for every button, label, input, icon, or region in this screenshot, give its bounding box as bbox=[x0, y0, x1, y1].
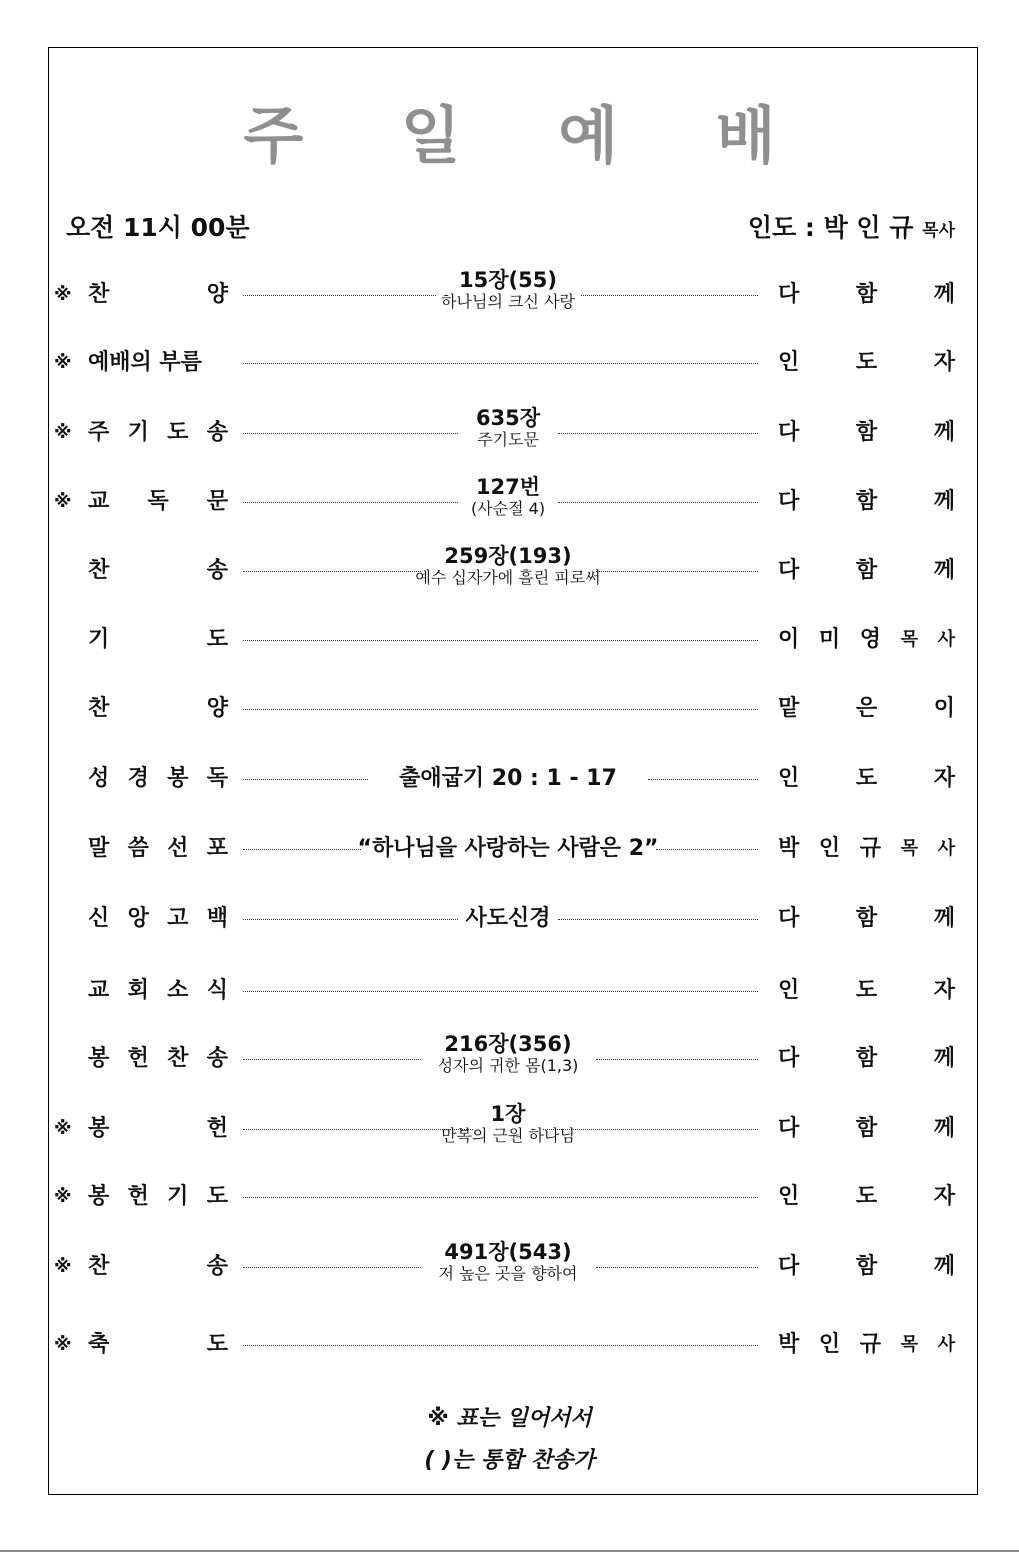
item-subtitle: 예수 십자가에 흘린 피로써 bbox=[415, 568, 601, 587]
leader-char: 사 bbox=[937, 629, 955, 650]
worship-item-label bbox=[88, 625, 228, 655]
worship-item-leader bbox=[778, 834, 955, 864]
leader-char: 함 bbox=[855, 906, 878, 931]
dotted-leader bbox=[243, 1345, 758, 1346]
label-char: 소 bbox=[167, 978, 189, 1003]
worship-item-detail bbox=[330, 544, 686, 588]
worship-row bbox=[0, 1168, 1019, 1228]
label-char: 헌 bbox=[127, 1184, 149, 1209]
leader-char: 함 bbox=[855, 1046, 878, 1071]
label-char: 헌 bbox=[127, 1046, 149, 1071]
footer-standing-note: ※ 표는 일어서서 bbox=[427, 1406, 592, 1431]
label-char: 봉 bbox=[88, 1116, 110, 1141]
leader-char: 인 bbox=[818, 1332, 841, 1357]
leader-char: 께 bbox=[933, 1046, 955, 1071]
leader-char: 목 bbox=[900, 629, 918, 650]
item-subtitle: 주기도문 bbox=[477, 430, 539, 449]
leader-char: 함 bbox=[855, 489, 878, 514]
worship-row bbox=[0, 962, 1019, 1022]
standing-mark: ※ bbox=[54, 1186, 72, 1207]
label-char: 교 bbox=[88, 978, 110, 1003]
label-char: 선 bbox=[167, 836, 189, 861]
worship-row bbox=[0, 611, 1019, 671]
standing-mark: ※ bbox=[54, 1118, 72, 1139]
worship-item-label bbox=[88, 904, 228, 934]
item-title: 1장 bbox=[490, 1102, 526, 1126]
worship-item-label bbox=[88, 348, 228, 378]
leader-char: 다 bbox=[778, 1254, 800, 1279]
leader-char: 께 bbox=[933, 282, 955, 307]
leader-char: 도 bbox=[855, 1184, 878, 1209]
worship-item-detail bbox=[330, 1240, 686, 1284]
worship-row bbox=[0, 750, 1019, 810]
worship-item-leader bbox=[778, 625, 955, 655]
label-char: 송 bbox=[206, 1046, 228, 1071]
label-char: 송 bbox=[206, 558, 228, 583]
leader-char: 목 bbox=[900, 838, 918, 859]
worship-item-leader bbox=[778, 487, 955, 517]
leader-char: 사 bbox=[937, 838, 955, 859]
worship-item-leader bbox=[778, 976, 955, 1006]
leader-char: 이 bbox=[933, 696, 955, 721]
worship-item-label bbox=[88, 487, 228, 517]
leader-role: 목사 bbox=[922, 221, 955, 241]
label-char: 기 bbox=[167, 1184, 189, 1209]
label-char: 앙 bbox=[127, 906, 149, 931]
label-char: 회 bbox=[127, 978, 149, 1003]
dotted-leader bbox=[243, 363, 758, 364]
leader-char: 자 bbox=[933, 1184, 955, 1209]
label-char: 찬 bbox=[88, 696, 110, 721]
label-char: 찬 bbox=[88, 282, 110, 307]
worship-item-leader bbox=[778, 418, 955, 448]
worship-item-label bbox=[88, 1252, 228, 1282]
item-title: 216장(356) bbox=[444, 1032, 572, 1056]
label-char: 양 bbox=[206, 282, 228, 307]
standing-mark: ※ bbox=[54, 284, 72, 305]
label-char: 독 bbox=[206, 766, 228, 791]
worship-row bbox=[0, 1100, 1019, 1160]
item-title: 사도신경 bbox=[465, 906, 551, 931]
item-title: “하나님을 사랑하는 사람은 2” bbox=[357, 836, 659, 861]
item-title: 635장 bbox=[475, 406, 541, 430]
item-title: 출애굽기 20 : 1 - 17 bbox=[399, 766, 617, 791]
worship-item-leader bbox=[778, 1044, 955, 1074]
label-char: 백 bbox=[206, 906, 228, 931]
label-char: 송 bbox=[206, 1254, 228, 1279]
worship-item-leader bbox=[778, 348, 955, 378]
leader-char: 목 bbox=[900, 1334, 918, 1355]
worship-row bbox=[0, 680, 1019, 740]
dotted-leader bbox=[243, 640, 758, 641]
worship-item-leader bbox=[778, 904, 955, 934]
label-char: 도 bbox=[167, 420, 189, 445]
worship-item-label bbox=[88, 1182, 228, 1212]
leader-char: 인 bbox=[778, 978, 800, 1003]
leader-char: 미 bbox=[818, 627, 841, 652]
label-char: 주 bbox=[88, 420, 110, 445]
label-char: 독 bbox=[147, 489, 169, 514]
worship-item-detail bbox=[330, 268, 686, 312]
service-title: 주 일 예 배 bbox=[243, 99, 814, 172]
footer-hymnal-note: ( )는 통합 찬송가 bbox=[424, 1448, 595, 1473]
worship-item-leader bbox=[778, 1114, 955, 1144]
leader-char: 맡 bbox=[778, 696, 800, 721]
worship-item-label bbox=[88, 418, 228, 448]
worship-item-label bbox=[88, 834, 228, 864]
label-char: 문 bbox=[206, 489, 228, 514]
worship-row bbox=[0, 890, 1019, 950]
dotted-leader bbox=[243, 709, 758, 710]
leader-char: 자 bbox=[933, 978, 955, 1003]
item-title: 491장(543) bbox=[444, 1240, 572, 1264]
label-char: 도 bbox=[206, 627, 228, 652]
item-subtitle: 만복의 근원 하나님 bbox=[441, 1126, 575, 1145]
label-char: 기 bbox=[88, 627, 110, 652]
label-char: 포 bbox=[206, 836, 228, 861]
worship-row bbox=[0, 820, 1019, 880]
leader-char: 다 bbox=[778, 282, 800, 307]
service-leader bbox=[748, 210, 955, 249]
worship-item-leader bbox=[778, 1330, 955, 1360]
worship-item-detail bbox=[330, 764, 686, 794]
label-char: 예배의 부름 bbox=[88, 350, 202, 375]
label-char: 봉 bbox=[88, 1184, 110, 1209]
item-subtitle: (사순절 4) bbox=[470, 499, 546, 518]
leader-char: 다 bbox=[778, 489, 800, 514]
worship-item-label bbox=[88, 556, 228, 586]
leader-char: 인 bbox=[778, 1184, 800, 1209]
item-subtitle: 하나님의 크신 사랑 bbox=[441, 292, 575, 311]
label-char: 축 bbox=[88, 1332, 110, 1357]
worship-item-label bbox=[88, 976, 228, 1006]
label-char: 고 bbox=[167, 906, 189, 931]
worship-row bbox=[0, 1030, 1019, 1090]
leader-char: 인 bbox=[778, 350, 800, 375]
label-char: 찬 bbox=[88, 1254, 110, 1279]
leader-char: 께 bbox=[933, 420, 955, 445]
worship-item-detail bbox=[330, 1102, 686, 1146]
worship-item-leader bbox=[778, 556, 955, 586]
leader-char: 께 bbox=[933, 558, 955, 583]
worship-item-detail bbox=[330, 904, 686, 934]
label-char: 찬 bbox=[88, 558, 110, 583]
leader-char: 규 bbox=[859, 1332, 881, 1357]
leader-char: 박 bbox=[778, 1332, 800, 1357]
label-char: 씀 bbox=[127, 836, 149, 861]
worship-item-label bbox=[88, 694, 228, 724]
leader-char: 다 bbox=[778, 420, 800, 445]
leader-char: 께 bbox=[933, 1254, 955, 1279]
leader-char: 함 bbox=[855, 420, 878, 445]
item-title: 259장(193) bbox=[444, 544, 572, 568]
worship-item-detail bbox=[330, 1032, 686, 1076]
label-char: 찬 bbox=[167, 1046, 189, 1071]
leader-char: 께 bbox=[933, 489, 955, 514]
label-char: 경 bbox=[127, 766, 149, 791]
leader-char: 인 bbox=[818, 836, 841, 861]
label-char: 성 bbox=[88, 766, 110, 791]
label-char: 도 bbox=[206, 1332, 228, 1357]
item-title: 15장(55) bbox=[459, 268, 557, 292]
worship-row bbox=[0, 1238, 1019, 1298]
worship-item-detail bbox=[330, 475, 686, 519]
worship-row bbox=[0, 404, 1019, 464]
worship-item-detail bbox=[330, 406, 686, 450]
leader-char: 규 bbox=[859, 836, 881, 861]
standing-mark: ※ bbox=[54, 352, 72, 373]
leader-char: 박 bbox=[778, 836, 800, 861]
worship-row bbox=[0, 334, 1019, 394]
standing-mark: ※ bbox=[54, 422, 72, 443]
worship-item-leader bbox=[778, 694, 955, 724]
leader-char: 도 bbox=[855, 766, 878, 791]
worship-item-label bbox=[88, 280, 228, 310]
leader-char: 함 bbox=[855, 558, 878, 583]
leader-char: 사 bbox=[937, 1334, 955, 1355]
worship-row bbox=[0, 473, 1019, 533]
worship-item-label bbox=[88, 764, 228, 794]
leader-char: 다 bbox=[778, 558, 800, 583]
label-char: 기 bbox=[127, 420, 149, 445]
label-char: 신 bbox=[88, 906, 110, 931]
label-char: 양 bbox=[206, 696, 228, 721]
leader-char: 함 bbox=[855, 282, 878, 307]
label-char: 식 bbox=[206, 978, 228, 1003]
worship-row bbox=[0, 542, 1019, 602]
label-char: 도 bbox=[206, 1184, 228, 1209]
label-char: 교 bbox=[88, 489, 110, 514]
leader-prefix: 인도 : bbox=[747, 213, 824, 242]
worship-item-leader bbox=[778, 280, 955, 310]
standing-mark: ※ bbox=[54, 491, 72, 512]
label-char: 말 bbox=[88, 836, 110, 861]
label-char: 송 bbox=[206, 420, 228, 445]
dotted-leader bbox=[243, 991, 758, 992]
leader-char: 도 bbox=[855, 978, 878, 1003]
worship-item-leader bbox=[778, 764, 955, 794]
label-char: 봉 bbox=[167, 766, 189, 791]
leader-name: 박 인 규 bbox=[823, 213, 914, 242]
worship-row bbox=[0, 1316, 1019, 1376]
worship-item-leader bbox=[778, 1252, 955, 1282]
service-time: 오전 11시 00분 bbox=[66, 213, 250, 242]
label-char: 봉 bbox=[88, 1046, 110, 1071]
dotted-leader bbox=[243, 1197, 758, 1198]
worship-item-leader bbox=[778, 1182, 955, 1212]
leader-char: 께 bbox=[933, 906, 955, 931]
item-subtitle: 저 높은 곳을 향하여 bbox=[438, 1264, 578, 1283]
leader-char: 자 bbox=[933, 350, 955, 375]
leader-char: 다 bbox=[778, 906, 800, 931]
leader-char: 함 bbox=[855, 1116, 878, 1141]
item-subtitle: 성자의 귀한 몸(1,3) bbox=[437, 1056, 579, 1075]
leader-char: 자 bbox=[933, 766, 955, 791]
worship-item-detail bbox=[330, 834, 686, 864]
standing-mark: ※ bbox=[54, 1256, 72, 1277]
leader-char: 다 bbox=[778, 1116, 800, 1141]
worship-item-label bbox=[88, 1044, 228, 1074]
worship-item-label bbox=[88, 1114, 228, 1144]
standing-mark: ※ bbox=[54, 1334, 72, 1355]
leader-char: 영 bbox=[859, 627, 881, 652]
label-char: 헌 bbox=[206, 1116, 228, 1141]
leader-char: 인 bbox=[778, 766, 800, 791]
leader-char: 함 bbox=[855, 1254, 878, 1279]
worship-row bbox=[0, 266, 1019, 326]
leader-char: 이 bbox=[778, 627, 800, 652]
leader-char: 께 bbox=[933, 1116, 955, 1141]
item-title: 127번 bbox=[475, 475, 541, 499]
leader-char: 은 bbox=[855, 696, 878, 721]
worship-item-label bbox=[88, 1330, 228, 1360]
leader-char: 다 bbox=[778, 1046, 800, 1071]
leader-char: 도 bbox=[855, 350, 878, 375]
